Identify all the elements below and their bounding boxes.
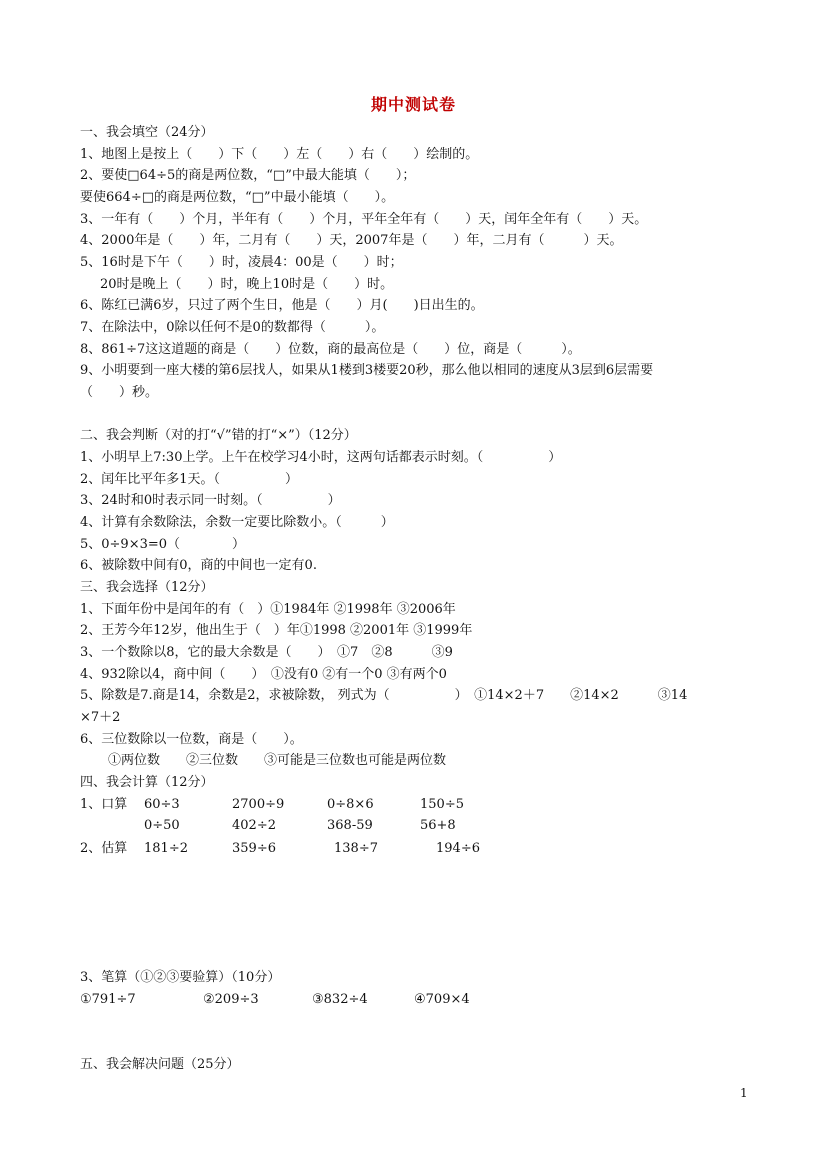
written-calc-item: ④709×4: [414, 992, 470, 1007]
question-3-1: 1、下面年份中是闰年的有（ ）①1984年 ②1998年 ③2006年: [80, 602, 456, 617]
estimate-item: 181÷2: [144, 841, 188, 856]
oral-calc-item: 402÷2: [232, 818, 276, 833]
question-3-6: 6、三位数除以一位数，商是（ ）。: [80, 732, 303, 747]
section-2-heading: 二、我会判断（对的打“√”错的打“×”）（12分）: [80, 428, 357, 443]
written-calc-item: ①791÷7: [80, 992, 136, 1007]
question-1-2a: 2、要使□64÷5的商是两位数，“□”中最大能填（ ）；: [80, 168, 416, 183]
section-3-heading: 三、我会选择（12分）: [80, 580, 214, 595]
written-calc-item: ②209÷3: [203, 992, 259, 1007]
question-3-2: 2、王芳今年12岁，他出生于（ ）年①1998 ②2001年 ③1999年: [80, 623, 473, 638]
question-3-3: 3、一个数除以8，它的最大余数是（ ） ①7 ②8 ③9: [80, 645, 453, 660]
question-1-3: 3、一年有（ ）个月，半年有（ ）个月，平年全年有（ ）天，闰年全年有（ ）天。: [80, 212, 648, 227]
question-1-5b: 20时是晚上（ ）时，晚上10时是（ ）时。: [100, 277, 394, 292]
question-1-9b: （ ）秒。: [80, 385, 159, 400]
question-1-9a: 9、小明要到一座大楼的第6层找人，如果从1楼到3楼要20秒，那么他以相同的速度从3层到6层需要: [80, 363, 654, 378]
page-number: 1: [740, 1086, 748, 1100]
question-2-6: 6、被除数中间有0，商的中间也一定有0.: [80, 558, 317, 573]
question-3-5b: ×7＋2: [80, 710, 121, 725]
question-2-3: 3、24时和0时表示同一时刻。（ ）: [80, 493, 341, 508]
oral-calc-item: 0÷8×6: [327, 797, 374, 812]
question-1-7: 7、在除法中，0除以任何不是0的数都得（ ）。: [80, 320, 385, 335]
question-3-6-options: ①两位数 ②三位数 ③可能是三位数也可能是两位数: [108, 753, 447, 768]
estimate-label: 2、估算: [80, 841, 128, 856]
section-1-heading: 一、我会填空（24分）: [80, 125, 214, 140]
oral-calc-item: 56+8: [420, 818, 456, 833]
question-2-2: 2、闰年比平年多1天。（ ）: [80, 472, 299, 487]
estimate-item: 359÷6: [232, 841, 276, 856]
question-3-4: 4、932除以4，商中间（ ） ①没有0 ②有一个0 ③有两个0: [80, 667, 447, 682]
question-3-5a: 5、除数是7.商是14，余数是2，求被除数， 列式为（ ） ①14×2＋7 ②14×2 ③14: [80, 688, 688, 703]
oral-calc-item: 150÷5: [420, 797, 464, 812]
question-2-5: 5、0÷9×3=0（ ）: [80, 537, 246, 552]
section-5-heading: 五、我会解决问题（25分）: [80, 1057, 240, 1072]
section-4-heading: 四、我会计算（12分）: [80, 775, 214, 790]
question-1-5a: 5、16时是下午（ ）时，凌晨4：00是（ ）时；: [80, 255, 403, 270]
written-calc-item: ③832÷4: [312, 992, 368, 1007]
question-1-6: 6、陈红已满6岁，只过了两个生日，他是（ ）月( )日出生的。: [80, 298, 484, 313]
estimate-item: 194÷6: [436, 841, 480, 856]
question-1-1: 1、地图上是按上（ ）下（ ）左（ ）右（ ）绘制的。: [80, 147, 479, 162]
question-2-4: 4、计算有余数除法，余数一定要比除数小。（ ）: [80, 515, 394, 530]
oral-calc-item: 0÷50: [144, 818, 180, 833]
written-calc-heading: 3、笔算（①②③要验算）（10分）: [80, 970, 281, 985]
question-1-2b: 要使664÷□的商是两位数，“□”中最小能填（ ）。: [80, 190, 395, 205]
oral-calc-label: 1、口算: [80, 797, 128, 812]
oral-calc-item: 2700÷9: [232, 797, 285, 812]
question-1-8: 8、861÷7这这道题的商是（ ）位数，商的最高位是（ ）位，商是（ ）。: [80, 342, 581, 357]
page-title: 期中测试卷: [370, 95, 456, 114]
question-1-4: 4、2000年是（ ）年，二月有（ ）天，2007年是（ ）年，二月有（ ）天。: [80, 233, 623, 248]
estimate-item: 138÷7: [334, 841, 378, 856]
oral-calc-item: 368-59: [327, 818, 373, 833]
question-2-1: 1、小明早上7:30上学。上午在校学习4小时，这两句话都表示时刻。（ ）: [80, 450, 562, 465]
oral-calc-item: 60÷3: [144, 797, 180, 812]
